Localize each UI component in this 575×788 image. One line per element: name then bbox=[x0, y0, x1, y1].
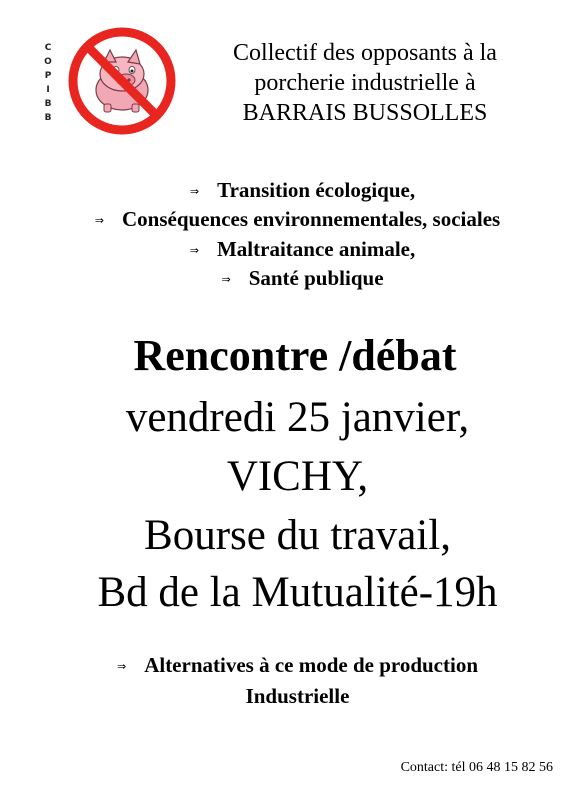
alternatives-continuation: Industrielle bbox=[245, 684, 350, 708]
header-line: porcherie industrielle à bbox=[254, 70, 476, 96]
event-address: Bd de la Mutualité-19h bbox=[97, 569, 498, 616]
logo-letter: P bbox=[44, 71, 52, 81]
logo-letter: O bbox=[44, 57, 52, 67]
copibb-logo bbox=[40, 24, 185, 139]
event-title: Rencontre /débat bbox=[133, 331, 457, 380]
topic-item bbox=[0, 207, 575, 232]
topic-text: Conséquences environnementales, sociales bbox=[122, 207, 501, 231]
logo-letter: C bbox=[44, 43, 52, 53]
event-city: VICHY, bbox=[226, 453, 369, 500]
topic-item bbox=[0, 266, 575, 291]
arrow-icon: ⇒ bbox=[221, 273, 231, 286]
arrow-icon: ⇒ bbox=[116, 660, 127, 673]
logo-letter: B bbox=[44, 113, 52, 123]
logo-letter: I bbox=[46, 85, 50, 95]
alternatives-item bbox=[0, 653, 575, 678]
header-line: Collectif des opposants à la bbox=[233, 40, 497, 66]
arrow-icon: ⇒ bbox=[189, 185, 200, 198]
organisation-header bbox=[190, 38, 540, 128]
logo-letter: B bbox=[44, 99, 52, 109]
event-date: vendredi 25 janvier, bbox=[125, 394, 470, 441]
topic-text: Transition écologique, bbox=[217, 178, 416, 202]
arrow-icon: ⇒ bbox=[189, 244, 199, 257]
no-pig-icon bbox=[40, 24, 185, 139]
topic-text: Maltraitance animale, bbox=[216, 237, 416, 261]
header-line: BARRAIS BUSSOLLES bbox=[242, 100, 488, 126]
contact-phone: Contact: tél 06 48 15 82 56 bbox=[400, 760, 553, 775]
alternatives-text: Alternatives à ce mode de production bbox=[144, 653, 479, 677]
event-venue: Bourse du travail, bbox=[144, 512, 451, 559]
arrow-icon: ⇒ bbox=[94, 214, 105, 227]
topic-text: Santé publique bbox=[248, 266, 384, 290]
topic-item bbox=[0, 237, 575, 262]
topic-item bbox=[0, 178, 575, 203]
